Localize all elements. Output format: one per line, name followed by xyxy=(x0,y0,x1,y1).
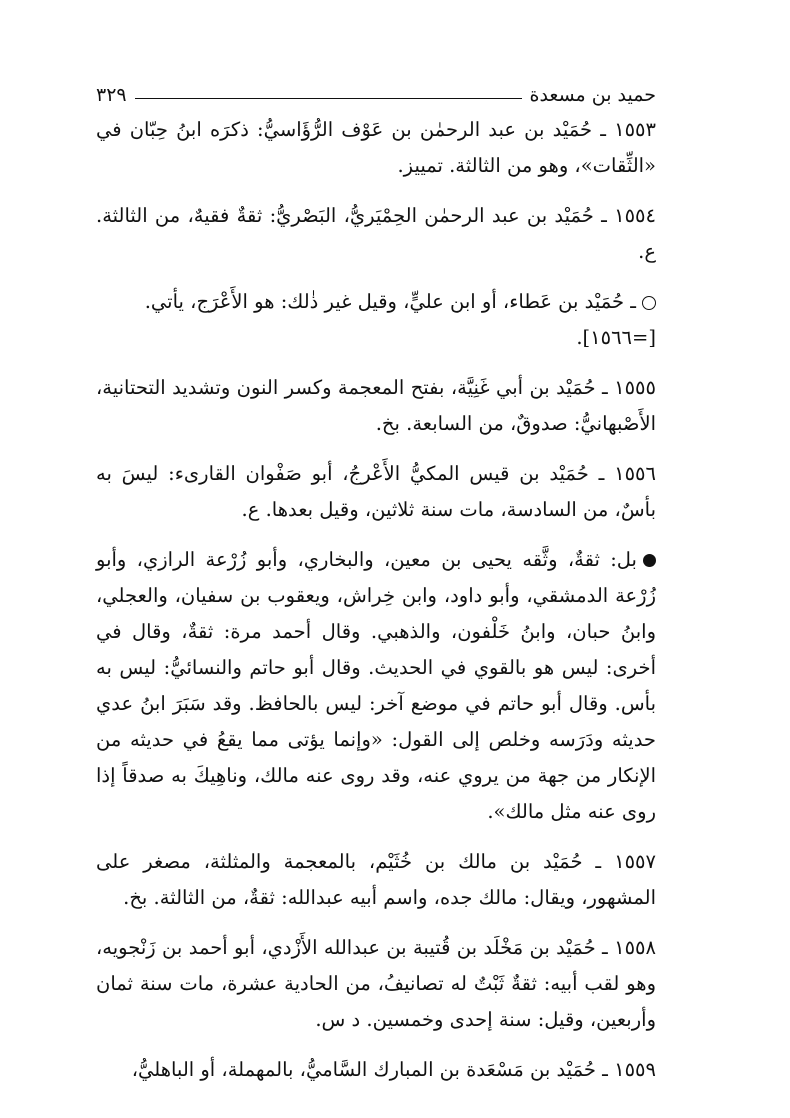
entry-1557 xyxy=(96,844,656,916)
header-rule xyxy=(135,98,522,99)
entry-text: ١٥٥٦ ـ حُمَيْد بن قيس المكيُّ الأَعْرجُ، أبو صَفْوان القارىء: ليسَ به بأسٌ، من السادسة، مات سنة ثلاثين، وقيل بعدها. ع. xyxy=(96,462,656,521)
entry-1555 xyxy=(96,370,656,442)
running-title: حميد بن مسعدة xyxy=(529,84,656,106)
entry-text: ١٥٥٤ ـ حُمَيْد بن عبد الرحمٰن الحِمْيَريُّ، البَصْريُّ: ثقةٌ فقيهٌ، من الثالثة. ع. xyxy=(96,204,656,263)
entry-1553 xyxy=(96,112,656,184)
entry-text: ١٥٥٣ ـ حُمَيْد بن عبد الرحمٰن بن عَوْف الرُّؤَاسيُّ: ذكرَه ابنُ حِبّان في «الثِّقات»، وهو من الثالثة. تمييز. xyxy=(96,118,656,177)
page-number: ٣٢٩ xyxy=(96,84,127,106)
note-text: بل: ثقةٌ، وثَّقه يحيى بن معين، والبخاري، وأبو زُرْعة الرازي، وأبو زُرْعة الدمشقي، وأبو داود، وابن خِراش، ويعقوب بن سفيان، والعجلي، وابنُ حبان، وابنُ خَلْفون، والذهبي. وقال أحمد مرة: ثقةٌ، وقال في أخرى: ليس هو بالقوي في الحديث. وقال أبو حاتم والنسائيُّ: ليس به بأس. وقال أبو حاتم في موضع آخر: ليس بالحافظ. وقد سَبَرَ ابنُ عدي حديثه ودَرَسه وخلص إلى القول: «وإنما يؤتى مما يقعُ في حديثه من الإنكار من جهة من يروي عنه، وقد روى عنه مالك، وناهِيكَ به صدقاً إذا روى عنه مثل مالك». xyxy=(96,548,656,823)
entry-text: ١٥٥٧ ـ حُمَيْد بن مالك بن خُثَيْم، بالمعجمة والمثلثة، مصغر على المشهور، ويقال: مالك جده، واسم أبيه عبدالله: ثقةٌ، من الثالثة. بخ. xyxy=(96,850,656,909)
page-body xyxy=(96,112,656,1102)
editor-note xyxy=(96,542,656,830)
entry-1554 xyxy=(96,198,656,270)
entry-text: ١٥٥٩ ـ حُمَيْد بن مَسْعَدة بن المبارك السَّاميُّ، بالمهملة، أو الباهليُّ، xyxy=(131,1058,656,1081)
circle-marker-icon xyxy=(642,296,656,310)
entry-1558 xyxy=(96,930,656,1038)
entry-text: ١٥٥٥ ـ حُمَيْد بن أبي غَنِيَّة، بفتح المعجمة وكسر النون وتشديد التحتانية، الأَصْبهانيُّ: صدوقٌ، من السابعة. بخ. xyxy=(96,376,656,435)
bullet-icon xyxy=(643,554,656,567)
reference-text: [=١٥٦٦]. xyxy=(576,326,656,349)
entry-cross-reference xyxy=(96,284,656,320)
entry-1556 xyxy=(96,456,656,528)
running-header xyxy=(96,66,656,106)
entry-1559 xyxy=(96,1052,656,1088)
entry-text: ـ حُمَيْد بن عَطاء، أو ابن عليٍّ، وقيل غير ذٰلك: هو الأَعْرَج، يأتي. xyxy=(144,290,636,313)
entry-reference-line xyxy=(96,320,656,356)
entry-text: ١٥٥٨ ـ حُمَيْد بن مَخْلَد بن قُتيبة بن عبدالله الأَزْدي، أبو أحمد بن زَنْجويه، وهو لقب أبيه: ثقةٌ ثَبْتٌ له تصانيفُ، من الحادية عشرة، مات سنة ثمان وأربعين، وقيل: سنة إحدى وخمسين. د س. xyxy=(96,936,656,1031)
